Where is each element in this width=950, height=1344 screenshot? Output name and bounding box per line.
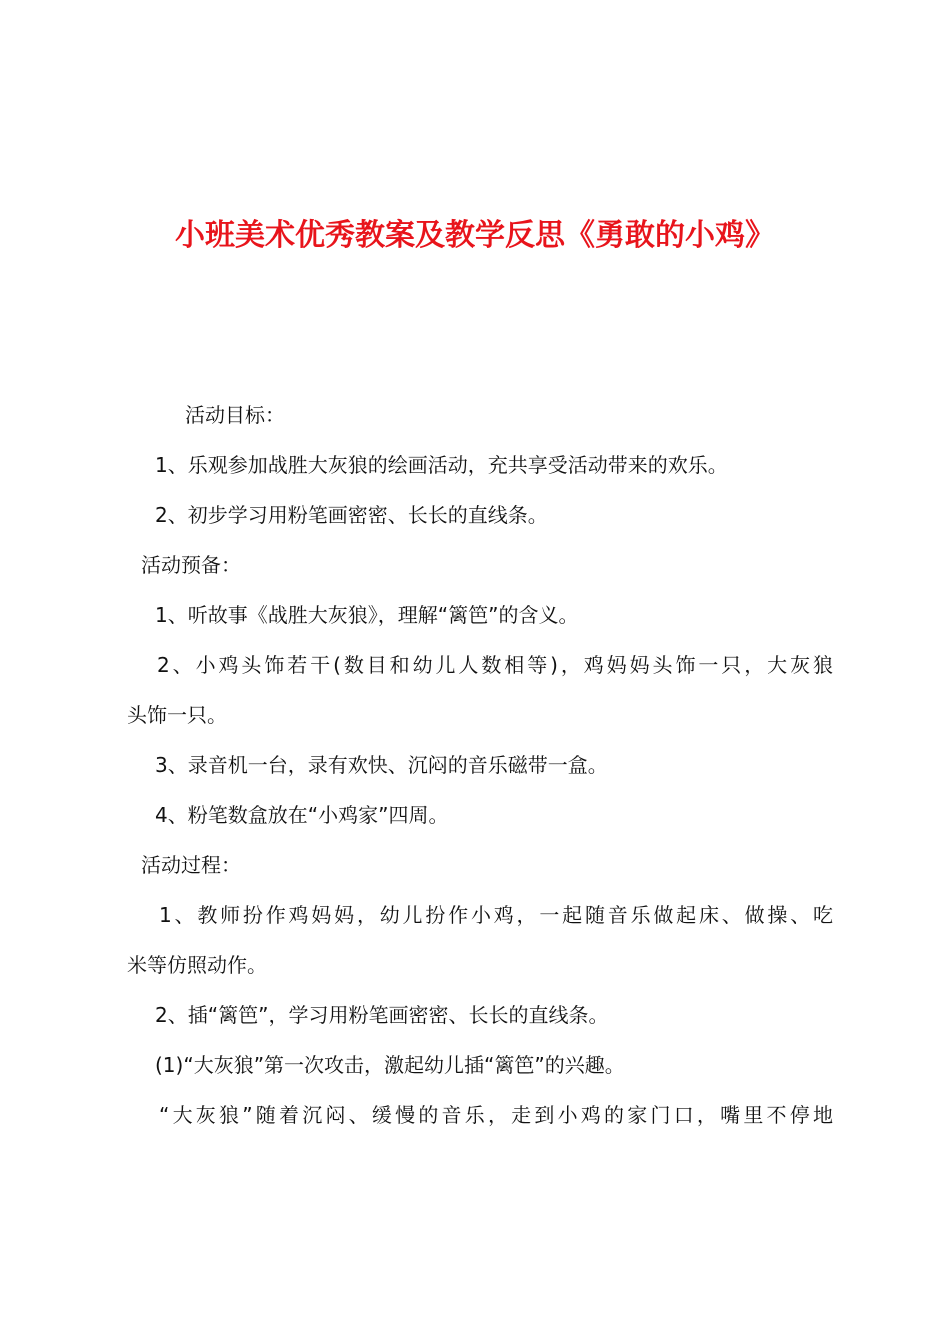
paragraph-continuation: 头饰一只。 [127, 703, 227, 727]
paragraph: “大灰狼”随着沉闷、缓慢的音乐，走到小鸡的家门口，嘴里不停地 [159, 1103, 833, 1127]
paragraph: 2、初步学习用粉笔画密密、长长的直线条。 [155, 503, 548, 527]
paragraph: 1、教师扮作鸡妈妈，幼儿扮作小鸡，一起随音乐做起床、做操、吃 [159, 903, 833, 927]
paragraph: 2、小鸡头饰若干(数目和幼儿人数相等)，鸡妈妈头饰一只，大灰狼 [157, 653, 833, 677]
paragraph: 1、听故事《战胜大灰狼》，理解“篱笆”的含义。 [155, 603, 579, 627]
paragraph: 2、插“篱笆”，学习用粉笔画密密、长长的直线条。 [155, 1003, 609, 1027]
paragraph-continuation: 米等仿照动作。 [127, 953, 267, 977]
section-heading-goals: 活动目标： [185, 403, 285, 427]
paragraph: 3、录音机一台，录有欢快、沉闷的音乐磁带一盒。 [155, 753, 608, 777]
paragraph: 4、粉笔数盒放在“小鸡家”四周。 [155, 803, 449, 827]
document-body [127, 390, 833, 1140]
section-heading-process: 活动过程： [141, 853, 241, 877]
paragraph: (1)“大灰狼”第一次攻击，激起幼儿插“篱笆”的兴趣。 [155, 1053, 625, 1077]
section-heading-preparation: 活动预备： [141, 553, 241, 577]
document-title: 小班美术优秀教案及教学反思《勇敢的小鸡》 [175, 218, 775, 253]
paragraph: 1、乐观参加战胜大灰狼的绘画活动，充共享受活动带来的欢乐。 [155, 453, 728, 477]
